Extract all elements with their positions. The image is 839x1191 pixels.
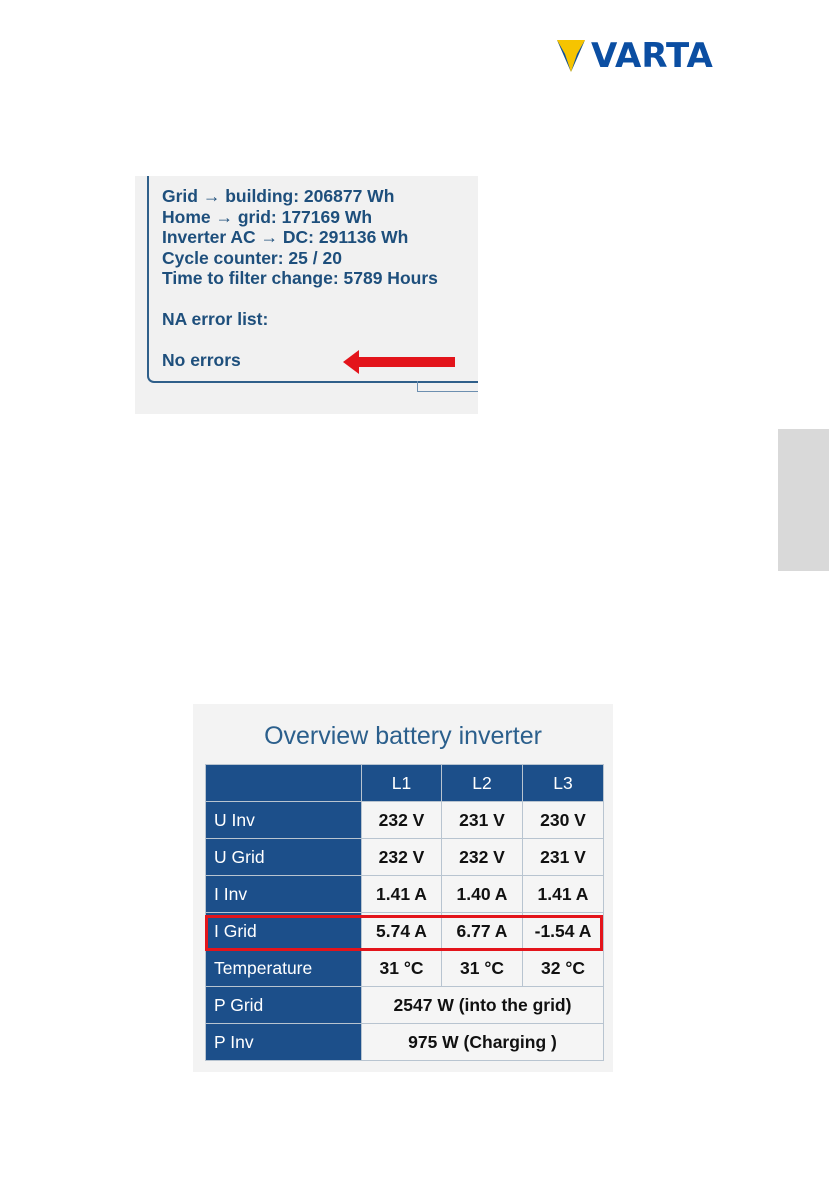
cell-value: 1.41 A — [362, 876, 442, 913]
cell-value: 231 V — [523, 839, 604, 876]
cell-value: 230 V — [523, 802, 604, 839]
table-row — [206, 802, 604, 839]
cell-value: 32 °C — [523, 950, 604, 987]
cell-value: 232 V — [362, 839, 442, 876]
chapter-side-tab — [778, 429, 829, 571]
table-row — [206, 950, 604, 987]
row-label: P Inv — [206, 1024, 362, 1061]
cell-value-merged: 2547 W (into the grid) — [362, 987, 604, 1024]
status-lines — [162, 186, 438, 371]
overview-table — [205, 764, 604, 1061]
table-header-row — [206, 765, 604, 802]
cell-value: 31 °C — [442, 950, 523, 987]
red-arrow-icon — [343, 350, 455, 374]
header-l2: L2 — [442, 765, 523, 802]
error-list-label: NA error list: — [162, 309, 269, 329]
row-label: I Inv — [206, 876, 362, 913]
cell-value: 6.77 A — [442, 913, 523, 950]
overview-title: Overview battery inverter — [264, 722, 542, 750]
row-label: U Grid — [206, 839, 362, 876]
table-row — [206, 1024, 604, 1061]
header-l1: L1 — [362, 765, 442, 802]
overview-screenshot — [193, 704, 613, 1072]
header-empty — [206, 765, 362, 802]
logo-wordmark: VARTA — [591, 36, 713, 76]
header-l3: L3 — [523, 765, 604, 802]
stat-inverter-ac-dc: Inverter AC → DC: 291136 Wh — [162, 227, 409, 247]
row-label: Temperature — [206, 950, 362, 987]
error-status: No errors — [162, 350, 241, 370]
cell-value: 231 V — [442, 802, 523, 839]
cell-value: 1.40 A — [442, 876, 523, 913]
table-row — [206, 839, 604, 876]
table-row-i-grid — [206, 913, 604, 950]
row-label: U Inv — [206, 802, 362, 839]
cell-value: 232 V — [442, 839, 523, 876]
stat-grid-building: Grid → building: 206877 Wh — [162, 186, 395, 206]
cell-value: 5.74 A — [362, 913, 442, 950]
varta-logo — [557, 36, 713, 76]
row-label: I Grid — [206, 913, 362, 950]
table-row — [206, 987, 604, 1024]
cell-value: -1.54 A — [523, 913, 604, 950]
cell-value-merged: 975 W (Charging ) — [362, 1024, 604, 1061]
cell-value: 31 °C — [362, 950, 442, 987]
varta-shield-icon — [557, 40, 585, 72]
stat-cycle-counter: Cycle counter: 25 / 20 — [162, 247, 342, 268]
stat-filter-change: Time to filter change: 5789 Hours — [162, 268, 438, 288]
table-row — [206, 876, 604, 913]
cell-value: 1.41 A — [523, 876, 604, 913]
stat-home-grid: Home → grid: 177169 Wh — [162, 206, 373, 227]
row-label: P Grid — [206, 987, 362, 1024]
panel-tab-edge — [417, 381, 478, 392]
status-panel-screenshot — [135, 176, 478, 414]
cell-value: 232 V — [362, 802, 442, 839]
